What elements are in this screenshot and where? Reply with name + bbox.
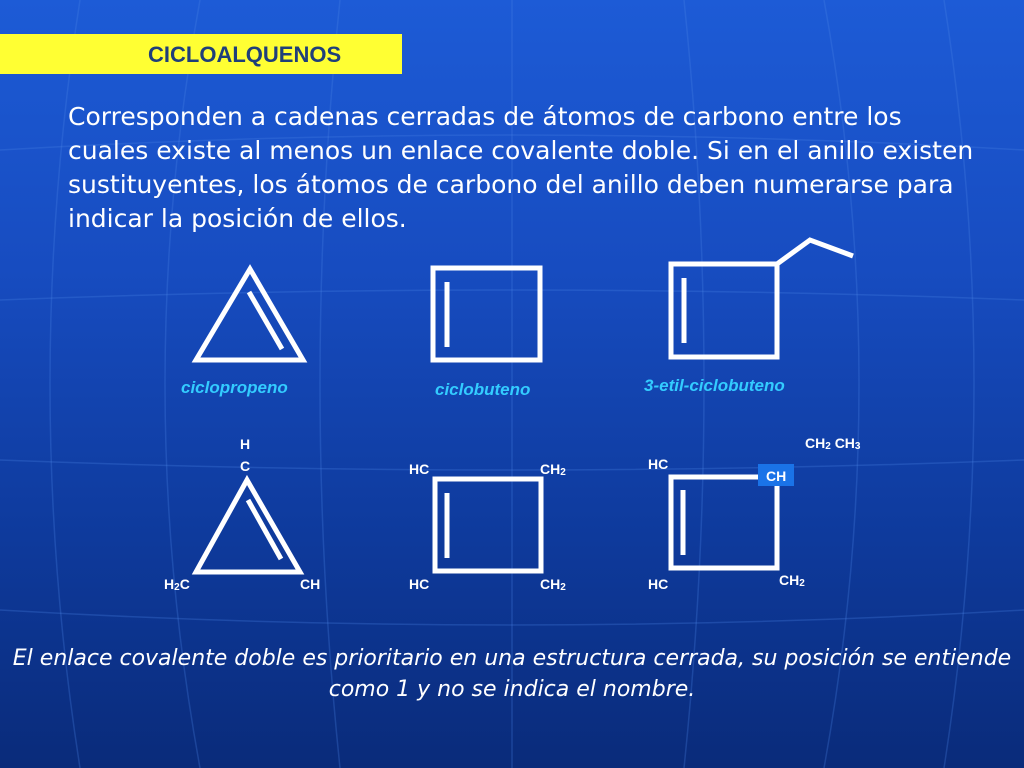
- propene-left-ch2: $H_2C$: [164, 576, 190, 593]
- propene-right-ch: CH: [300, 576, 321, 592]
- propene-top-h: H: [240, 436, 251, 452]
- propene-top-c: C: [240, 458, 251, 474]
- butene-top-right-ch2: $CH_2$: [540, 461, 566, 478]
- slide-title: CICLOALQUENOS: [0, 34, 402, 74]
- ethylcyclobutene-name: 3-etil-ciclobuteno: [644, 376, 785, 395]
- butene-bottom-left-hc: HC: [409, 576, 430, 592]
- footer-note: El enlace covalente doble es prioritario en una estructura cerrada, su posición se entiende como 1 y no se indica el nombre.: [12, 646, 1012, 702]
- intro-paragraph: Corresponden a cadenas cerradas de átomos de carbono entre los cuales existe al menos un enlace covalente doble. Si en el anillo existen sustituyentes, los átomos de carbono del anillo deben numerarse para indicar la posición de ellos.: [68, 102, 974, 233]
- butene-top-left-hc: HC: [409, 461, 430, 477]
- cyclobutene-name: ciclobuteno: [435, 380, 531, 399]
- ethylbutene-bottom-left-hc: HC: [648, 576, 669, 592]
- butene-bottom-right-ch2: $CH_2$: [540, 576, 566, 593]
- ethylbutene-ch-highlight: CH: [758, 464, 794, 486]
- ethylbutene-ethyl-group: $CH_2$ $CH_3$: [805, 435, 861, 452]
- ethylbutene-top-left-hc: HC: [648, 456, 669, 472]
- cyclopropene-name: ciclopropeno: [181, 378, 288, 397]
- ethylbutene-bottom-right-ch2: $CH_2$: [779, 572, 805, 589]
